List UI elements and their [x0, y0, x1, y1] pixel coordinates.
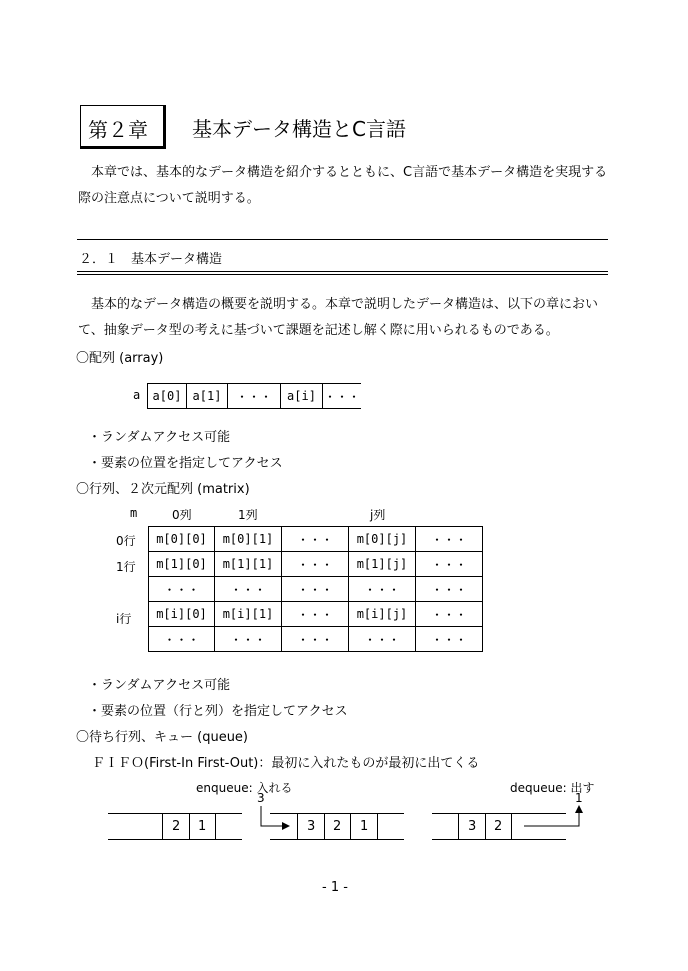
array-cell: a[1] — [187, 384, 228, 409]
matrix-cell: m[1][0] — [149, 552, 215, 577]
matrix-cell: ・・・ — [282, 602, 349, 627]
matrix-cell: ・・・ — [416, 577, 483, 602]
matrix-cell: m[i][1] — [215, 602, 282, 627]
matrix-cell: ・・・ — [149, 627, 215, 652]
matrix-cell: m[0][j] — [349, 527, 416, 552]
matrix-cell: m[i][j] — [349, 602, 416, 627]
matrix-cell: m[1][1] — [215, 552, 282, 577]
fifo-description: ＦＩＦＯ(First-In First-Out)：最初に入れたものが最初に出てくる — [92, 756, 480, 771]
matrix-cell: ・・・ — [416, 627, 483, 652]
matrix-cell: ・・・ — [215, 627, 282, 652]
array-var: a — [133, 388, 141, 402]
matrix-cell: ・・・ — [282, 527, 349, 552]
matrix-cell: m[1][j] — [349, 552, 416, 577]
matrix-heading: 〇行列、２次元配列 (matrix) — [76, 482, 250, 497]
queue-3-cell: 2 — [485, 813, 512, 839]
matrix-col-header: 1列 — [238, 508, 258, 522]
chapter-number: 第２章 — [88, 118, 148, 142]
enqueue-arrow-icon — [261, 806, 290, 830]
enqueue-item: 3 — [257, 791, 265, 805]
array-bullet: ・ランダムアクセス可能 — [88, 430, 231, 445]
matrix-cell: ・・・ — [282, 577, 349, 602]
matrix-cell: ・・・ — [282, 552, 349, 577]
queue-2-cell: 2 — [324, 813, 351, 839]
matrix-bullet: ・要素の位置（行と列）を指定してアクセス — [88, 704, 348, 719]
array-cell: a[0] — [148, 384, 187, 409]
array-bullet: ・要素の位置を指定してアクセス — [88, 456, 283, 471]
dequeue-item: 1 — [575, 791, 583, 805]
queue-3-cell: 3 — [458, 813, 486, 839]
matrix-var: m — [130, 506, 138, 520]
matrix-cell: ・・・ — [416, 602, 483, 627]
intro-paragraph: 本章では、基本的なデータ構造を紹介するとともに、C言語で基本データ構造を実現する際の注意点について説明する。 — [78, 165, 608, 206]
matrix-cell: m[0][1] — [215, 527, 282, 552]
matrix-cell: ・・・ — [215, 577, 282, 602]
matrix-cell: ・・・ — [416, 552, 483, 577]
matrix-cell: ・・・ — [349, 627, 416, 652]
array-cell: a[i] — [281, 384, 323, 409]
section-title: ２．１ 基本データ構造 — [79, 252, 223, 267]
matrix-cell: ・・・ — [349, 577, 416, 602]
page-number: - 1 - — [322, 880, 348, 895]
matrix-col-header: j列 — [370, 508, 386, 522]
matrix-bullet: ・ランダムアクセス可能 — [88, 678, 231, 693]
chapter-title: 基本データ構造とC言語 — [192, 117, 406, 141]
matrix-row-header: 1行 — [116, 560, 136, 574]
matrix-cell: ・・・ — [149, 577, 215, 602]
queue-1-cell: 2 — [162, 813, 190, 839]
matrix-cell: ・・・ — [282, 627, 349, 652]
matrix-row-header: 0行 — [116, 534, 136, 548]
dequeue-label: dequeue: 出す — [510, 781, 595, 795]
array-cell: ・・・ — [323, 384, 362, 409]
array-heading: 〇配列 (array) — [76, 351, 164, 366]
dequeue-arrow-icon — [524, 805, 583, 826]
matrix-cell: m[i][0] — [149, 602, 215, 627]
matrix-cell: ・・・ — [416, 527, 483, 552]
matrix-col-header: 0列 — [172, 508, 192, 522]
matrix-cell: m[0][0] — [149, 527, 215, 552]
array-cell: ・・・ — [228, 384, 281, 409]
section-intro-paragraph: 基本的なデータ構造の概要を説明する。本章で説明したデータ構造は、以下の章において、抽象データ型の考えに基づいて課題を記述し解く際に用いられるものである。 — [78, 297, 599, 338]
queue-heading: 〇待ち行列、キュー (queue) — [76, 730, 249, 745]
queue-2-cell: 3 — [297, 813, 325, 839]
queue-2-cell: 1 — [351, 813, 378, 839]
queue-1-cell: 1 — [189, 813, 216, 839]
matrix-row-header: i行 — [116, 612, 132, 626]
enqueue-label: enqueue: 入れる — [196, 781, 293, 795]
